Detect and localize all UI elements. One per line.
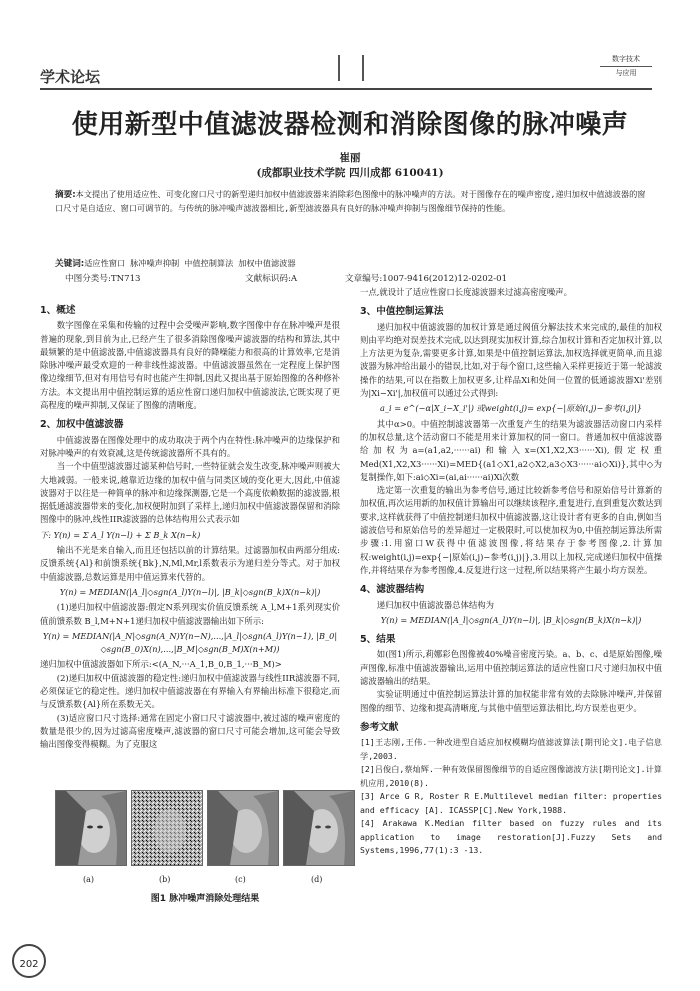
equation-2: Y(n) = MEDIAN(|A_l|◇sgn(A_l)Y(n−l)|, |B_k|◇sgn(B_k)X(n−k)|) <box>59 586 321 597</box>
article-number: 文章编号:1007-9416(2012)12-0202-01 <box>345 274 508 284</box>
paragraph: 递归加权中值滤波器的加权计算是通过阀值分解法技术来完成的,最佳的加权则由平均绝对误差技术完成,以达到现实加权计算,综合加权计算和否定加权计算,以上方法更为复杂,需要更多计算,如果是中值控制运算法,加权选择就更简单,而且滤波器为脉冲给出最小的错误,比如,对于每个窗口,这些输入采样更接近于第一轮滤波操作的结果,可以在指数上加权更多,让样品Xi和处间一位置的低通滤波器Xi'差别为|Xi−Xi'|,加权值可以通过公式得到: <box>360 321 662 399</box>
logo-line-1: 数字技术 <box>612 55 640 63</box>
subfigure-label-c: (c) <box>235 875 246 884</box>
reference-item: [2]吕俊白,蔡灿辉.一种有效保留图像细节的自适应图像滤波方法[期刊论文].计算机应用,2010(8). <box>360 764 662 788</box>
equation-3: Y(n) = MEDIAN(|A_N|◇sgn(A_N)Y(n−N),...,|A_l|◇sgn(A_l)Y(n−1), |B_0|◇sgn(B_0)X(n),...,|B_M|◇sgn(B_M)X(n+M)) <box>42 630 338 655</box>
logo-line-2: 与应用 <box>615 69 637 77</box>
proposed-filter-output-image <box>283 790 355 866</box>
figure-caption: 图1 脉冲噪声消除处理结果 <box>150 894 260 904</box>
paragraph: (1)递归加权中值滤波器:假定N系列现实价值反馈系统 A_l,M+1系列现实价值前馈系数 B_l,M+N+1递归加权中值滤波器输出如下所示: <box>40 602 340 626</box>
document-code: 文献标识码:A <box>245 274 298 284</box>
paragraph: 一点,就设计了适应性窗口长度滤波器来过滤高密度噪声。 <box>360 287 573 297</box>
affiliation: (成都职业技术学院 四川成都 610041) <box>256 167 444 179</box>
subfigure-label-a: (a) <box>83 875 95 884</box>
keywords-text: 适应性窗口 脉冲噪声抑制 中值控制算法 加权中值滤波器 <box>84 258 296 268</box>
equation-1 <box>40 529 340 542</box>
reference-item: [3] Arce G R, Roster R E.Multilevel median filter: properties and efficacy [A]. ICASSP[C].New York,1988. <box>360 791 662 815</box>
page-number: 202 <box>12 944 46 978</box>
keywords <box>55 257 650 271</box>
section-4-title: 4、滤波器结构 <box>360 584 425 596</box>
header-rule <box>40 88 652 90</box>
paragraph: 如(图1)所示,莉娜彩色图像被40%噪音密度污染。a、b、c、d是原始图像,噪声图像,标准中值滤波器输出,运用中值控制运算法的适应性窗口尺寸递归加权中值滤波器输出的结果。 <box>360 649 662 687</box>
median-filter-output-image <box>207 790 279 866</box>
author: 崔丽 <box>339 152 361 164</box>
section-1-title: 1、概述 <box>40 305 76 316</box>
reference-item: [1]王志刚,王伟.一种改进型自适应加权模糊均值滤波算法[期刊论文].电子信息学,2003. <box>360 737 662 761</box>
abstract <box>55 188 650 216</box>
paragraph: 数字图像在采集和传输的过程中会受噪声影响,数字图像中存在脉冲噪声是很普遍的现象,到目前为止,已经产生了很多消除图像噪声滤波器的结构和算法,其中最频繁的是中值滤波器,中值滤波器具有良好的降噪能力和很高的计算效率,它是消除脉冲噪声最受欢迎的一种非线性滤波器。中值滤波器虽然在一定程度上保护图像边缘细节,但对有用信号有时也能产生抑制,因此又提出基于原始图像的各种修补方法。本文提出用中值控制运算的适应性窗口递归加权中值滤波法,它既实现了更高程度的噪声抑制,又保证了图像的清晰度。 <box>40 320 340 411</box>
section-3-title: 3、中值控制运算法 <box>360 306 444 318</box>
clc-number: 中图分类号:TN713 <box>65 274 141 284</box>
paragraph: 输出不光是来自输入,而且还包括以前的计算结果。过滤器加权由两部分组成:反馈系统{Al}和前馈系统{Bk},N,Ml,Mr,l系数表示为递归差分等式。对于加权中值滤波器,总数运算是用中值运算来代替的。 <box>40 545 340 582</box>
equation-lead: 下: <box>40 529 51 540</box>
paragraph: (2)递归加权中值滤波器的稳定性:递归加权中值滤波器与线性IIR滤波器不同,必须保证它的稳定性。递归加权中值滤波器在有界输入有界输出标准下很稳定,而与反馈系数{Al}所在系数无关。 <box>40 672 340 710</box>
equation-text: Y(n) = Σ A_l Y(n−l) + Σ B_k X(n−k) <box>53 529 201 540</box>
paragraph: 递归加权中值滤波器如下所示:<(A_N,···A_1,B_0,B_1,···B_M)> <box>40 659 282 670</box>
lena-original-image <box>55 790 127 866</box>
journal-logo <box>600 54 652 88</box>
left-column <box>40 298 340 752</box>
paragraph: 递归加权中值滤波器总体结构为 <box>376 599 495 610</box>
abstract-label: 摘要: <box>55 190 76 200</box>
paragraph: 选定第一次重复的输出为参考信号,通过比较新参考信号和原始信号计算新的加权值,再次运用新的加权值计算输出可以继续该程序,重复进行,直到重复次数达到要求,这样就获得了中值控制递归加权中值滤波器,这让设计者有更多的自由,例如当滤波信号和原始信号的差异超过一定极限时,可以使加权为0,中值控制运算法所需步骤:1.用窗口W获得中值滤波图像,将结果存于参考图像,2.计算加权:weight(i,j)=exp{−|原始(i,j)−参考(i,j)|},3.用以上加权,完成递归加权中值操作,并将结果存为参考图像,4.反复进行这一过程,所以结果将产生最小均方误差。 <box>360 485 662 575</box>
header-divider-bars <box>338 55 364 81</box>
article-title: 使用新型中值滤波器检测和消除图像的脉冲噪声 <box>71 110 629 140</box>
keywords-label: 关键词: <box>55 259 85 269</box>
subfigure-label-b: (b) <box>159 875 171 884</box>
paragraph: 其中α>0。中值控制滤波器第一次重复产生的结果为滤波器活动窗口内采样的加权总量,这个活动窗口不能是用来计算加权的同一窗口。普通加权中值滤波器给加权为a=(a1,a2,······ai)和输入x=(X1,X2,X3······Xi),假定权重Med(X1,X2,X3······Xi)=MED{(a1◇X1,a2◇X2,a3◇X3······ai◇Xi)},其中◇为复制操作,如下:ai◇Xi=(ai,ai······ai)Xi次数 <box>360 418 662 482</box>
references-title: 参考文献 <box>360 721 399 733</box>
section-2-title: 2、加权中值滤波器 <box>40 419 124 431</box>
paragraph: (3)适应窗口尺寸选择:通常在固定小窗口尺寸滤波器中,被过滤的噪声密度的数量是很少的,因为过滤高密度噪声,滤波器的窗口尺寸可能会增加,这可能会导致输出图像变得模糊。为了克服这 <box>40 712 340 750</box>
equation-5: Y(n) = MEDIAN(|A_l|◇sgn(A_l)Y(n−l)|, |B_k|◇sgn(B_k)X(n−k)|) <box>380 614 642 625</box>
figure-1 <box>55 790 355 884</box>
paragraph: 中值滤波器在图像处理中的成功取决于两个内在特性:脉冲噪声的边缘保护和对脉冲噪声的有效衰减,这是传统滤波器所不具有的。 <box>40 434 340 458</box>
column-title: 学术论坛 <box>40 68 101 86</box>
section-5-title: 5、结果 <box>360 634 396 646</box>
equation-4: a_i = e^(−α|X_i−X_i'|) 或weight(i,j)= exp{−|原始(i,j)−参考(i,j)|} <box>380 403 642 414</box>
reference-list <box>360 736 662 858</box>
paragraph: 当一个中值型滤波器过滤某种信号时,一些特征就会发生改变,脉冲噪声则被大大地减弱。一般来说,越靠近边缘的加权中值与同类区域的变化更大,因此,中值滤波器对于以往是一种简单的脉冲和边缘探测器,它是一个高度依赖数据的滤波器,根据低通滤波器带来的变化,加权便附加到了采样上,递归加权中值滤波器保留和消除图像中的脉冲,线性IIR滤波器的总体结构用公式表示如 <box>40 461 340 525</box>
lena-noisy-image <box>131 790 203 866</box>
paragraph: 实验证明通过中值控制运算法计算的加权能非常有效的去除脉冲噪声,并保留图像的细节、边缘和提高清晰度,与其他中值型运算法相比,均方误差也更少。 <box>360 689 662 713</box>
reference-item: [4] Arakawa K.Median filter based on fuzzy rules and its application to image restoration[J].Fuzzy Sets and Systems,1996,77(1):3 -13. <box>360 818 662 856</box>
abstract-text: 本文提出了使用适应性、可变化窗口尺寸的新型递归加权中值滤波器来消除彩色图像中的脉冲噪声的方法。对于图像存在的噪声密度,递归加权中值滤波器的窗口尺寸是自适应、窗口可调节的。与传统的脉冲噪声滤波器相比,新型滤波器具有良好的脉冲噪声抑制与图像细节保持的性能。 <box>55 189 646 213</box>
right-column <box>360 286 662 858</box>
subfigure-label-d: (d) <box>311 875 323 884</box>
